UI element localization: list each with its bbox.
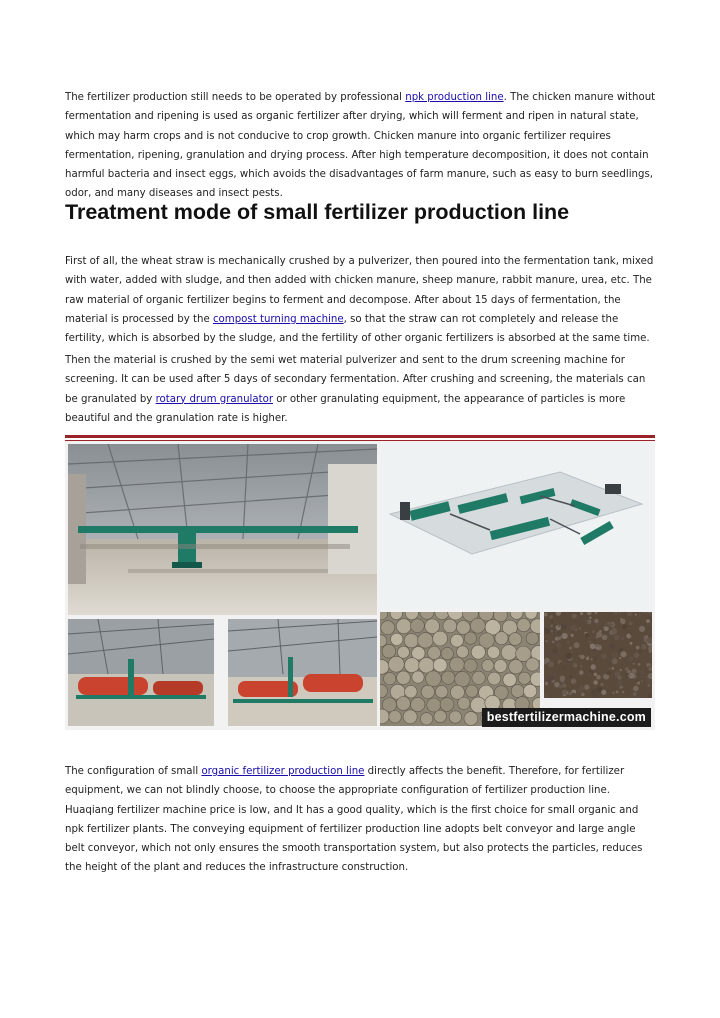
soil-granule xyxy=(560,662,562,664)
soil-granule xyxy=(630,630,636,636)
soil-granule xyxy=(569,646,572,649)
npk-production-line-link[interactable]: npk production line xyxy=(405,92,504,103)
pellet-granule xyxy=(433,631,448,646)
soil-granule xyxy=(641,680,643,682)
soil-granule xyxy=(589,617,591,619)
treatment-paragraph-2 xyxy=(65,351,657,428)
dryer-line-photo xyxy=(228,619,377,726)
soil-granule xyxy=(578,618,583,623)
soil-granule xyxy=(616,691,619,694)
soil-granule xyxy=(614,635,620,641)
granulator-line-illustration xyxy=(68,619,214,726)
para3-text-start: The configuration of small xyxy=(65,766,202,777)
soil-granule xyxy=(592,656,597,661)
soil-granule xyxy=(571,625,577,631)
soil-granule xyxy=(562,633,568,639)
soil-granule xyxy=(552,648,557,653)
soil-granule xyxy=(568,631,572,635)
pellet-granule xyxy=(396,619,411,634)
soil-granule xyxy=(566,653,572,659)
dryer-line-illustration xyxy=(228,619,377,726)
treatment-paragraph-1 xyxy=(65,252,657,348)
soil-granule xyxy=(558,625,561,628)
pellet-granule xyxy=(411,619,425,633)
soil-granule xyxy=(612,658,618,664)
pellet-granule xyxy=(382,644,396,658)
soil-granule xyxy=(585,633,590,638)
soil-granule xyxy=(619,648,622,651)
soil-granule xyxy=(562,690,567,695)
soil-granule xyxy=(577,689,580,692)
soil-granule xyxy=(583,618,587,622)
pellet-granule xyxy=(511,685,524,698)
soil-granule xyxy=(633,686,639,692)
soil-granule xyxy=(618,676,622,680)
organic-granules-photo xyxy=(544,612,652,698)
soil-granule xyxy=(622,624,627,629)
soil-granule xyxy=(571,634,574,637)
pellet-granule xyxy=(404,633,418,647)
soil-granule xyxy=(544,694,547,698)
soil-granule xyxy=(648,635,650,637)
soil-granule xyxy=(618,681,620,683)
para1-text-end: , so that the straw can rot completely and release the fertility, which is absorbed by the sludge, and the fertility of other organic fertilizers is absorbed at the same time. xyxy=(65,313,650,345)
soil-granule xyxy=(648,655,652,659)
pellet-granule xyxy=(472,671,485,684)
soil-granule xyxy=(608,668,610,670)
soil-granule xyxy=(629,674,631,676)
soil-granule xyxy=(579,685,584,690)
pellet-granule xyxy=(509,633,522,646)
pellet-granule xyxy=(503,673,517,687)
soil-granule xyxy=(571,693,575,697)
pellet-granule xyxy=(526,658,539,671)
soil-granule xyxy=(646,623,651,628)
production-line-photo-collage xyxy=(65,441,655,730)
soil-granule xyxy=(602,635,608,641)
soil-granule xyxy=(593,680,598,685)
soil-granule xyxy=(562,683,566,687)
rotary-drum-granulator-link[interactable]: rotary drum granulator xyxy=(155,393,274,405)
intro-paragraph xyxy=(65,88,657,204)
soil-granule xyxy=(544,651,550,657)
soil-granule xyxy=(638,663,641,666)
soil-granule xyxy=(645,676,647,678)
pellet-granule xyxy=(435,685,447,697)
soil-granule xyxy=(544,613,547,617)
soil-granule xyxy=(574,621,577,624)
pellet-granule xyxy=(390,612,402,620)
pellet-granule xyxy=(517,618,530,631)
soil-granule xyxy=(639,626,645,632)
soil-granule xyxy=(610,643,616,649)
soil-granule xyxy=(601,654,606,659)
soil-granule xyxy=(647,687,650,690)
soil-granule xyxy=(561,624,566,629)
pellet-granule xyxy=(420,713,432,725)
granulator-line-photo xyxy=(68,619,214,726)
soil-granule xyxy=(591,689,596,694)
intro-text-start: The fertilizer production still needs to be operated by professional xyxy=(65,92,406,103)
pellet-granule xyxy=(433,658,447,672)
pellet-granule xyxy=(510,612,523,619)
pellet-granule xyxy=(380,660,389,675)
soil-granule xyxy=(573,663,577,667)
soil-granule xyxy=(635,614,637,616)
soil-granule xyxy=(621,637,625,641)
soil-granule xyxy=(545,682,548,685)
pellet-granule xyxy=(381,621,395,635)
soil-granule xyxy=(587,612,592,615)
soil-granule xyxy=(625,667,629,671)
pellet-granule xyxy=(530,619,540,634)
soil-granule xyxy=(596,675,601,680)
para2-text-start: Then the material is crushed by the semi wet material pulverizer and sent to the drum screening machine for screening. It can be used after 5 days of secondary fermentation. After crushing and screening, the materials can be granulated by xyxy=(65,355,646,405)
pellet-granule xyxy=(449,711,461,723)
pellet-granule xyxy=(440,698,454,712)
soil-granule xyxy=(649,651,651,653)
compost-turning-machine-link[interactable]: compost turning machine xyxy=(212,313,344,325)
soil-granule xyxy=(588,641,591,644)
pellet-granule xyxy=(494,660,507,673)
soil-granule xyxy=(548,662,554,668)
soil-granule xyxy=(639,670,644,675)
soil-granule xyxy=(612,692,614,694)
pellet-granule xyxy=(397,646,409,658)
warehouse-turner-photo xyxy=(68,444,377,615)
soil-granule xyxy=(567,641,570,644)
soil-granule xyxy=(574,642,580,648)
soil-granule xyxy=(611,667,614,670)
soil-granule xyxy=(595,644,599,648)
pellet-granule xyxy=(428,646,441,659)
soil-granule xyxy=(560,676,565,681)
soil-granule xyxy=(552,640,555,643)
pellet-granule xyxy=(380,684,387,697)
soil-granule xyxy=(545,640,548,643)
pellet-granule xyxy=(427,698,441,712)
soil-granule xyxy=(579,670,583,674)
pellet-granule xyxy=(389,710,401,722)
pellet-granule xyxy=(441,647,453,659)
soil-granule xyxy=(611,628,617,634)
soil-granule xyxy=(638,650,642,654)
organic-granules-illustration xyxy=(544,612,652,698)
pellet-granule xyxy=(523,684,536,697)
soil-granule xyxy=(550,676,555,681)
pellet-granule xyxy=(441,671,455,685)
configuration-paragraph xyxy=(65,762,657,878)
pellet-granule xyxy=(464,712,478,726)
soil-granule xyxy=(648,695,651,698)
organic-fertilizer-production-line-link[interactable]: organic fertilizer production line xyxy=(201,766,365,777)
layout-render-illustration xyxy=(380,444,652,609)
soil-granule xyxy=(632,669,637,674)
pellet-granule xyxy=(435,612,449,620)
soil-granule xyxy=(581,693,585,697)
soil-granule xyxy=(569,676,571,678)
soil-granule xyxy=(587,621,590,624)
pellet-granule xyxy=(471,645,485,659)
section-heading: Treatment mode of small fertilizer production line xyxy=(65,200,570,224)
pellet-granule xyxy=(455,671,470,686)
pellet-granule xyxy=(412,671,424,683)
soil-granule xyxy=(622,691,624,693)
pellet-granule xyxy=(388,656,404,672)
pellet-granule xyxy=(495,632,508,645)
soil-granule xyxy=(551,620,554,623)
soil-granule xyxy=(633,663,635,665)
soil-granule xyxy=(636,680,638,682)
pellet-granule xyxy=(518,672,530,684)
pellet-granule xyxy=(391,633,403,645)
soil-granule xyxy=(629,670,631,672)
soil-granule xyxy=(606,671,611,676)
production-line-layout-render xyxy=(380,444,652,609)
pellet-granule xyxy=(397,671,411,685)
pellet-granule xyxy=(411,697,425,711)
soil-granule xyxy=(613,653,618,658)
pellet-granule xyxy=(458,697,470,709)
soil-granule xyxy=(581,632,584,635)
soil-granule xyxy=(544,628,550,634)
soil-granule xyxy=(580,612,583,615)
soil-granule xyxy=(641,644,647,650)
soil-granule xyxy=(638,622,640,624)
soil-granule xyxy=(634,653,640,659)
pellet-granule xyxy=(443,619,457,633)
pellet-granule xyxy=(526,632,539,645)
pellet-granule xyxy=(434,710,447,723)
intro-text-end: . The chicken manure without fermentation and ripening is used as organic fertilizer after drying, which will ferment and ripen in natural state, which may harm crops and is not conducive to crop growth. Chicken manure into organic fertilizer requires fermentation, ripening, granulation and drying process. After high temperature decomposition, it does not contain harmful bacteria and insect eggs, which avoids the disadvantages of farm manure, such as easy to burn seedlings, odor, and many diseases and insect pests. xyxy=(65,92,656,200)
soil-granule xyxy=(571,678,577,684)
soil-granule xyxy=(629,622,633,626)
pellet-granule xyxy=(509,660,523,674)
pellet-granule xyxy=(380,612,388,620)
site-watermark: bestfertilizermachine.com xyxy=(482,708,651,727)
pellet-granule xyxy=(501,645,517,661)
pellet-granule xyxy=(451,634,464,647)
pellet-granule xyxy=(530,672,540,686)
soil-granule xyxy=(556,642,561,647)
pellet-granule xyxy=(487,646,499,658)
soil-granule xyxy=(591,664,596,669)
soil-granule xyxy=(575,697,577,698)
pellet-granule xyxy=(421,685,434,698)
pellet-granule xyxy=(457,646,469,658)
soil-granule xyxy=(549,615,553,619)
soil-granule xyxy=(600,683,603,686)
soil-granule xyxy=(620,669,622,671)
soil-granule xyxy=(580,665,582,667)
soil-granule xyxy=(627,612,632,616)
soil-granule xyxy=(587,673,591,677)
soil-granule xyxy=(610,623,612,625)
pellet-granule xyxy=(396,697,410,711)
pellet-granule xyxy=(482,659,494,671)
pellet-granule xyxy=(420,612,434,619)
pellet-granule xyxy=(426,671,442,687)
soil-granule xyxy=(556,632,561,637)
soil-granule xyxy=(601,690,606,695)
divider-rule-top xyxy=(65,435,655,438)
soil-granule xyxy=(641,675,644,678)
soil-granule xyxy=(550,625,552,627)
soil-granule xyxy=(596,636,598,638)
warehouse-turner-illustration xyxy=(68,444,377,615)
soil-granule xyxy=(635,659,638,662)
pellet-granule xyxy=(488,672,501,685)
soil-granule xyxy=(614,612,618,614)
soil-granule xyxy=(563,666,566,669)
soil-granule xyxy=(556,612,561,616)
soil-granule xyxy=(592,630,595,633)
soil-granule xyxy=(627,656,633,662)
soil-granule xyxy=(648,665,652,669)
soil-granule xyxy=(619,612,622,615)
para3-text-end: directly affects the benefit. Therefore, for fertilizer equipment, we can not blindly choose, to choose the appropriate configuration of fertilizer production line. Huaqiang fertilizer machine price is low, and It has a good quality, which is the first choice for small organic and npk fertilizer plants. The conveying equipment of fertilizer production line adopts belt conveyor and large angle belt conveyor, which not only ensures the smooth transportation system, but also protects the particles, reduces the height of the plant and reduces the infrastructure construction. xyxy=(65,766,643,874)
pellet-granule xyxy=(404,658,419,673)
pellet-granule xyxy=(405,685,418,698)
soil-granule xyxy=(646,619,650,623)
soil-granule xyxy=(617,680,623,686)
soil-granule xyxy=(636,646,640,650)
soil-granule xyxy=(580,655,584,659)
soil-granule xyxy=(630,642,633,645)
para2-text-end: or other granulating equipment, the appearance of particles is more beautiful and the granulation rate is higher. xyxy=(65,393,626,424)
soil-granule xyxy=(637,614,642,619)
pellet-granule xyxy=(450,657,465,672)
pellet-granule xyxy=(464,632,476,644)
soil-granule xyxy=(590,643,596,649)
soil-granule xyxy=(594,673,597,676)
soil-granule xyxy=(586,656,590,660)
soil-granule xyxy=(614,686,617,689)
pellet-granule xyxy=(384,673,396,685)
soil-granule xyxy=(648,684,650,686)
pellet-granule xyxy=(466,685,478,697)
pellet-granule xyxy=(464,659,477,672)
soil-granule xyxy=(595,612,598,614)
pellet-granule xyxy=(525,612,537,619)
soil-granule xyxy=(559,684,563,688)
soil-granule xyxy=(620,651,626,657)
soil-granule xyxy=(619,657,621,659)
pellet-granule xyxy=(470,618,485,633)
soil-granule xyxy=(633,692,637,696)
soil-granule xyxy=(605,623,609,627)
soil-granule xyxy=(555,630,558,633)
para1-text-start: First of all, the wheat straw is mechanically crushed by a pulverizer, then poured into the fermentation tank, mixed with water, added with sludge, and then added with chicken manure, sheep manure, rabbit manure, urea, etc. The raw material of organic fertilizer begins to ferment and decompose. After about 15 days of fermentation, the material is processed by the xyxy=(65,256,654,325)
soil-granule xyxy=(572,613,577,618)
pellet-granule xyxy=(403,710,417,724)
soil-granule xyxy=(620,618,622,620)
soil-granule xyxy=(594,619,598,623)
soil-granule xyxy=(584,685,589,690)
soil-granule xyxy=(579,627,582,630)
soil-granule xyxy=(649,612,651,614)
pellet-granule xyxy=(418,633,434,649)
